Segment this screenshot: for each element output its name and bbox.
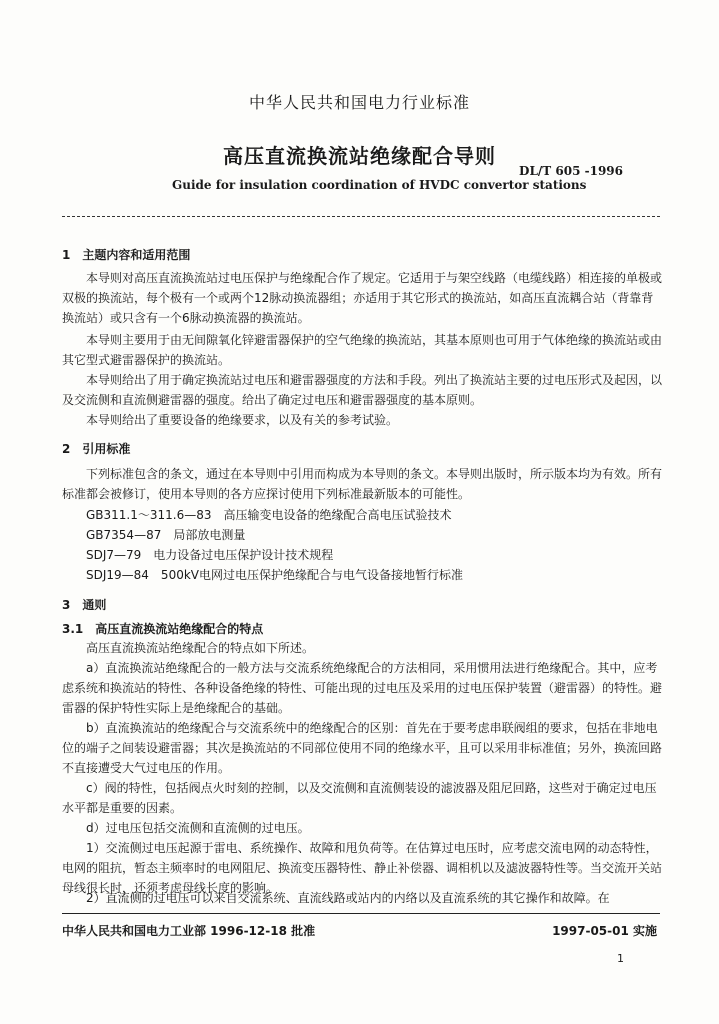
page-number: 1	[617, 952, 624, 965]
standard-category: 中华人民共和国电力行业标准	[248, 93, 470, 112]
standard-code: DL/T 605 -1996	[519, 164, 623, 178]
list-item-d: d）过电压包括交流侧和直流侧的过电压。	[86, 821, 310, 835]
list-item-c: c）阀的特性，包括阀点火时刻的控制，以及交流侧和直流侧装设的滤波器及阻尼回路，这些对于确定过电压水平都是重要的因素。	[62, 781, 657, 815]
section-1-heading: 1 主题内容和适用范围	[62, 248, 191, 262]
reference-item: GB7354—87 局部放电测量	[86, 528, 246, 542]
section-3-1-heading: 3.1 高压直流换流站绝缘配合的特点	[62, 622, 264, 636]
section-3-heading: 3 通则	[62, 598, 107, 612]
list-item-b: b）直流换流站的绝缘配合与交流系统中的绝缘配合的区别：首先在于要考虑串联阀组的要求，包括在非地电位的端子之间装设避雷器；其次是换流站的不同部位使用不同的绝缘水平，且可以采用非标准值；另外，换流回路不直接遭受大气过电压的作用。	[62, 721, 663, 775]
section-1-paragraph-3: 本导则给出了用于确定换流站过电压和避雷器强度的方法和手段。列出了换流站主要的过电压形式及起因，以及交流侧和直流侧避雷器的强度。给出了确定过电压和避雷器强度的基本原则。	[62, 373, 663, 407]
effective-date: 1997-05-01 实施	[552, 924, 657, 938]
document-title: 高压直流换流站绝缘配合导则	[223, 144, 496, 168]
sub-item-2: 2）直流侧的过电压可以来自交流系统、直流线路或站内的内络以及直流系统的其它操作和故障。在	[86, 891, 610, 905]
section-1-paragraph-2: 本导则主要用于由无间隙氧化锌避雷器保护的空气绝缘的换流站，其基本原则也可用于气体绝缘的换流站或由其它型式避雷器保护的换流站。	[62, 333, 663, 367]
reference-item: SDJ7—79 电力设备过电压保护设计技术规程	[86, 548, 334, 562]
header-divider	[62, 216, 660, 217]
reference-item: SDJ19—84 500kV电网过电压保护绝缘配合与电气设备接地暂行标准	[86, 568, 464, 582]
english-title: Guide for insulation coordination of HVDC convertor stations	[172, 178, 587, 192]
section-1-paragraph-1: 本导则对高压直流换流站过电压保护与绝缘配合作了规定。它适用于与架空线路（电缆线路）相连接的单极或双极的换流站，每个极有一个或两个12脉动换流器组；亦适用于其它形式的换流站，如高压直流耦合站（背靠背换流站）或只含有一个6脉动换流器的换流站。	[62, 271, 663, 325]
section-2-heading: 2 引用标准	[62, 442, 131, 456]
reference-item: GB311.1～311.6—83 高压输变电设备的绝缘配合高电压试验技术	[86, 508, 452, 522]
section-2-intro: 下列标准包含的条文，通过在本导则中引用而构成为本导则的条文。本导则出版时，所示版本均为有效。所有标准都会被修订，使用本导则的各方应探讨使用下列标准最新版本的可能性。	[62, 467, 663, 501]
footer-divider	[62, 913, 660, 914]
sub-item-1: 1）交流侧过电压起源于雷电、系统操作、故障和甩负荷等。在估算过电压时，应考虑交流电网的动态特性，电网的阻抗，暂态主频率时的电网阻尼、换流变压器特性、静止补偿器、调相机以及滤波器特性等。当交流开关站母线很长时，还须考虑母线长度的影响。	[62, 841, 663, 895]
section-1-paragraph-4: 本导则给出了重要设备的绝缘要求，以及有关的参考试验。	[86, 413, 399, 427]
approval-note: 中华人民共和国电力工业部 1996-12-18 批准	[62, 924, 316, 938]
list-item-a: a）直流换流站绝缘配合的一般方法与交流系统绝缘配合的方法相同，采用惯用法进行绝缘配合。其中，应考虑系统和换流站的特性、各种设备绝缘的特性、可能出现的过电压及采用的过电压保护装置（避雷器）的特性。避雷器的保护特性实际上是绝缘配合的基础。	[62, 661, 663, 715]
section-3-1-intro: 高压直流换流站绝缘配合的特点如下所述。	[86, 641, 315, 655]
